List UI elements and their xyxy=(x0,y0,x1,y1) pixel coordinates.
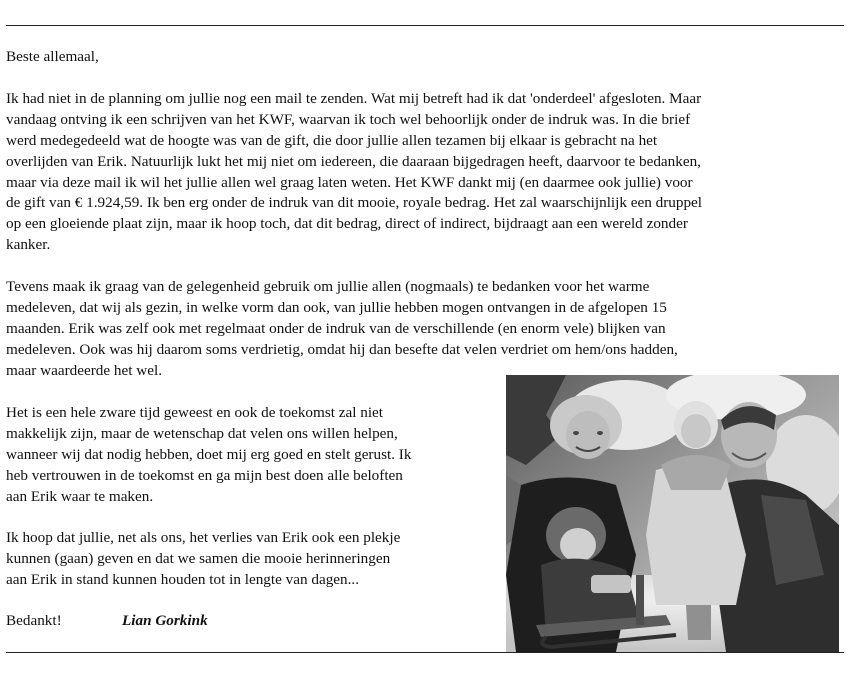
paragraph-line: Ik had niet in de planning om jullie nog een mail te zenden. Wat mij betreft had ik dat 'onderdeel' afgesloten. Maar xyxy=(6,90,702,107)
top-divider xyxy=(6,25,844,26)
paragraph-line: overlijden van Erik. Natuurlijk lukt het mij niet om iedereen, die daaraan bijgedragen heeft, daarvoor te bedanken, xyxy=(6,152,701,170)
signoff xyxy=(6,611,62,632)
paragraph-line: maar via deze mail ik wil het jullie allen wel graag laten weten. Het KWF dankt mij (en daarmee ook jullie) voor xyxy=(6,173,693,191)
paragraph-line: Ik hoop dat jullie, net als ons, het verlies van Erik ook een plekje xyxy=(6,529,401,546)
paragraph-2 xyxy=(6,277,678,381)
paragraph-line: medeleven. Ook was hij daarom soms verdrietig, omdat hij dan besefte dat velen verdriet om hem/ons hadden, xyxy=(6,340,678,358)
paragraph-line: de gift van € 1.924,59. Ik ben erg onder de indruk van dit mooie, royale bedrag. Het zal waarschijnlijk een druppel xyxy=(6,194,703,212)
paragraph-line: medeleven, dat wij als gezin, in welke vorm dan ook, van jullie hebben mogen ontvangen in de afgelopen 15 xyxy=(6,298,667,316)
paragraph-line: maanden. Erik was zelf ook met regelmaat onder de indruk van de verschillende (en enorm vele) blijken van xyxy=(6,319,666,337)
paragraph-4 xyxy=(6,528,400,591)
paragraph-line: aan Erik waar te maken. xyxy=(6,487,154,505)
paragraph-line: werd medegedeeld wat de hoogte was van de gift, die door jullie allen tezamen bij elkaar is gebracht na het xyxy=(6,131,658,149)
signoff-text: Bedankt! xyxy=(6,612,62,629)
signature: Lian Gorkink xyxy=(122,612,208,629)
bottom-divider xyxy=(6,652,844,653)
paragraph-line: aan Erik in stand kunnen houden tot in lengte van dagen... xyxy=(6,570,360,588)
paragraph-line: maar waardeerde het wel. xyxy=(6,361,162,379)
family-photo xyxy=(506,375,839,652)
paragraph-line: kanker. xyxy=(6,236,51,254)
paragraph-line: Tevens maak ik graag van de gelegenheid gebruik om jullie allen (nogmaals) te bedanken voor het warme xyxy=(6,278,650,295)
paragraph-line: wanneer wij dat nodig hebben, doet mij erg goed en stelt gerust. Ik xyxy=(6,445,412,463)
paragraph-1 xyxy=(6,89,702,256)
paragraph-line: heb vertrouwen in de toekomst en ga mijn best doen alle beloften xyxy=(6,466,403,484)
paragraph-line: op een gloeiende plaat zijn, maar ik hoop toch, dat dit bedrag, direct of indirect, bijdraagt aan een wereld zonder xyxy=(6,215,688,233)
paragraph-line: vandaag ontving ik een schrijven van het KWF, waarvan ik toch wel behoorlijk onder de indruk was. In die brief xyxy=(6,110,691,128)
letter-greeting xyxy=(6,47,99,68)
paragraph-3 xyxy=(6,403,411,507)
greeting-text: Beste allemaal, xyxy=(6,48,99,65)
paragraph-line: makkelijk zijn, maar de wetenschap dat velen ons willen helpen, xyxy=(6,424,398,442)
paragraph-line: Het is een hele zware tijd geweest en ook de toekomst zal niet xyxy=(6,404,384,421)
paragraph-line: kunnen (gaan) geven en dat we samen die mooie herinneringen xyxy=(6,549,391,567)
